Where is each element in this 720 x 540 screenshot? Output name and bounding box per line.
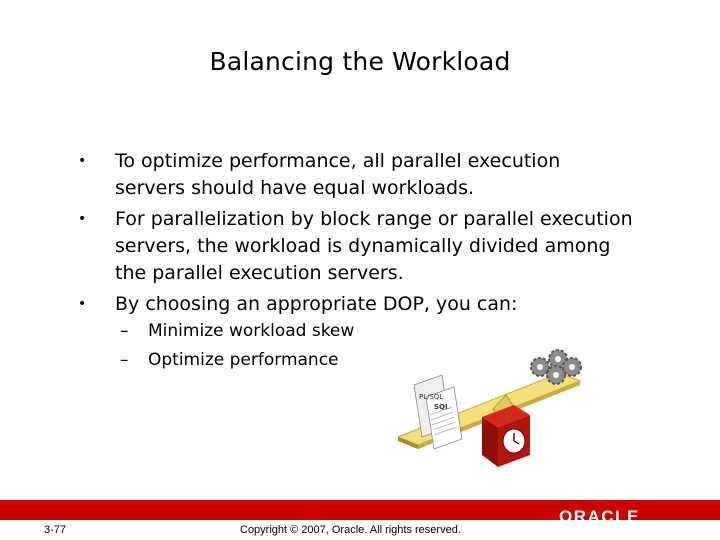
bullet-text: By choosing an appropriate DOP, you can: (115, 293, 518, 315)
doc-front-label: SQL (434, 403, 450, 411)
bullet-marker: • (78, 153, 87, 169)
bullet-item (75, 148, 635, 202)
bullet-item (75, 206, 635, 287)
bullet-item (75, 291, 635, 318)
bullet-text: To optimize performance, all parallel execution servers should have equal workloads. (115, 150, 561, 199)
dash-marker: – (120, 321, 129, 341)
sub-bullet-item (120, 349, 420, 371)
page-number: 3-77 (44, 524, 67, 536)
sub-bullet-text: Minimize workload skew (148, 321, 355, 341)
copyright-notice: Copyright © 2007, Oracle. All rights reserved. (240, 524, 461, 536)
workload-balance-illustration (390, 345, 615, 495)
oracle-logo: ORACLE (559, 507, 640, 526)
bullet-marker: • (78, 211, 87, 227)
bullet-list (75, 148, 635, 318)
doc-back-label: PL/SQL (419, 393, 444, 401)
sub-bullet-item (120, 320, 420, 342)
bullet-marker: • (78, 296, 87, 312)
dash-marker: – (120, 350, 129, 370)
sub-bullet-text: Optimize performance (148, 350, 339, 370)
bullet-text: For parallelization by block range or parallel execution servers, the workload is dynamically divided among the parallel execution servers. (115, 208, 633, 284)
slide-title: Balancing the Workload (209, 47, 511, 76)
